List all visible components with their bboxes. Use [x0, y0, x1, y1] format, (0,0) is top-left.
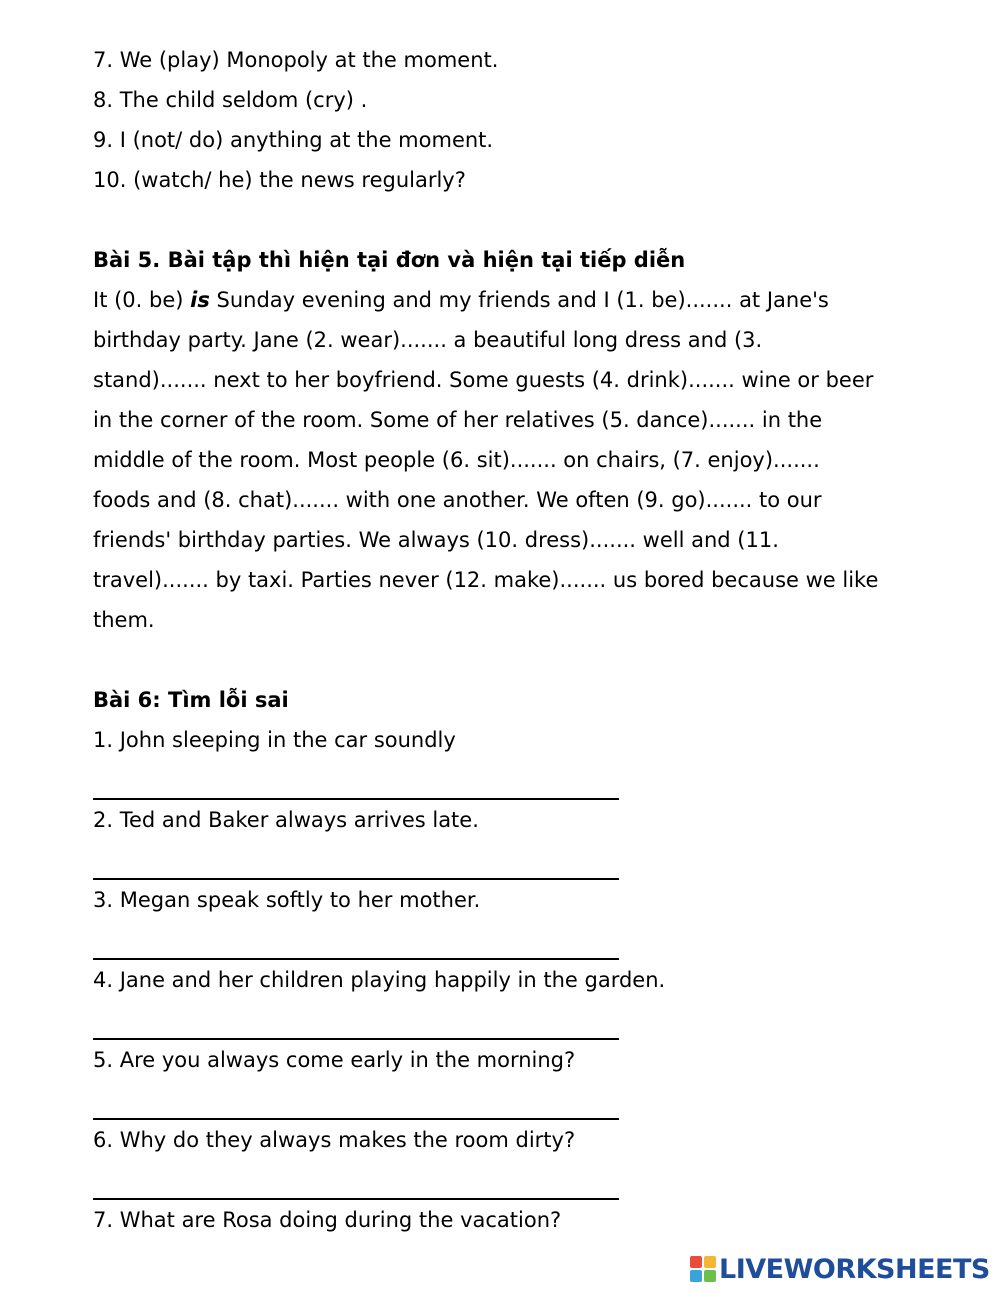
- logo-square: [704, 1256, 716, 1268]
- bai6-item-1: 1. John sleeping in the car soundly: [93, 728, 456, 752]
- bai5-line: them.: [93, 608, 155, 632]
- bai5-line: stand)....... next to her boyfriend. Some guests (4. drink)....... wine or beer: [93, 368, 874, 392]
- bai5-line: middle of the room. Most people (6. sit)....... on chairs, (7. enjoy).......: [93, 448, 820, 472]
- answer-field-5[interactable]: [93, 1080, 973, 1120]
- bai5-line: in the corner of the room. Some of her relatives (5. dance)....... in the: [93, 408, 823, 432]
- bai6-item-4: 4. Jane and her children playing happily in the garden.: [93, 968, 666, 992]
- exercise-line-7: 7. We (play) Monopoly at the moment.: [93, 48, 499, 72]
- bai6-item-2: 2. Ted and Baker always arrives late.: [93, 808, 479, 832]
- bai5-prefix: It (0. be): [93, 288, 191, 312]
- bai6-item-3: 3. Megan speak softly to her mother.: [93, 888, 481, 912]
- bai5-line-first: [93, 280, 963, 320]
- bai6-item-6: 6. Why do they always makes the room dirty?: [93, 1128, 576, 1152]
- bai5-example-answer: is: [190, 288, 210, 312]
- bai5-line: birthday party. Jane (2. wear)....... a beautiful long dress and (3.: [93, 328, 763, 352]
- answer-field-6[interactable]: [93, 1160, 973, 1200]
- answer-underline: [93, 1118, 619, 1120]
- exercise-line-9: 9. I (not/ do) anything at the moment.: [93, 128, 494, 152]
- bai6-item-7: 7. What are Rosa doing during the vacation?: [93, 1208, 562, 1232]
- bai5-line: foods and (8. chat)....... with one another. We often (9. go)....... to our: [93, 488, 822, 512]
- liveworksheets-logo-icon: [690, 1256, 716, 1282]
- answer-underline: [93, 878, 619, 880]
- logo-text: LIVEWORKSHEETS: [719, 1253, 990, 1285]
- answer-field-3[interactable]: [93, 920, 973, 960]
- logo-square: [704, 1270, 716, 1282]
- bai5-line: friends' birthday parties. We always (10. dress)....... well and (11.: [93, 528, 779, 552]
- answer-underline: [93, 958, 619, 960]
- answer-field-1[interactable]: [93, 760, 973, 800]
- bai6-item-5: 5. Are you always come early in the morning?: [93, 1048, 576, 1072]
- logo-square: [690, 1256, 702, 1268]
- bai5-paragraph: [93, 280, 963, 640]
- answer-field-2[interactable]: [93, 840, 973, 880]
- bai5-suffix: Sunday evening and my friends and I (1. be)....... at Jane's: [209, 288, 829, 312]
- spacer: [93, 200, 973, 240]
- exercise-line-10: 10. (watch/ he) the news regularly?: [93, 168, 466, 192]
- exercise-line-8: 8. The child seldom (cry) .: [93, 88, 368, 112]
- answer-field-4[interactable]: [93, 1000, 973, 1040]
- answer-underline: [93, 1038, 619, 1040]
- liveworksheets-logo: [690, 1252, 990, 1286]
- logo-square: [690, 1270, 702, 1282]
- bai5-heading: Bài 5. Bài tập thì hiện tại đơn và hiện tại tiếp diễn: [93, 248, 686, 272]
- bai6-heading: Bài 6: Tìm lỗi sai: [93, 688, 289, 712]
- bai5-line: travel)....... by taxi. Parties never (12. make)....... us bored because we like: [93, 568, 879, 592]
- answer-underline: [93, 1198, 619, 1200]
- answer-underline: [93, 798, 619, 800]
- worksheet-page: [93, 40, 973, 1240]
- spacer: [93, 640, 973, 680]
